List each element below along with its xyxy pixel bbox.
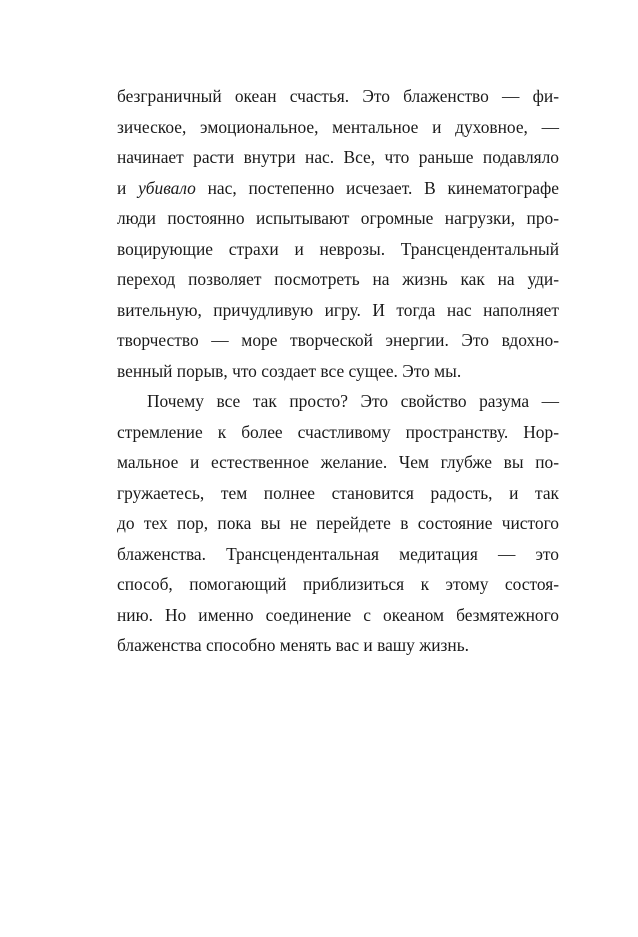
text-line — [117, 264, 559, 295]
paragraph — [117, 81, 559, 386]
italic-text: убивало — [138, 177, 196, 198]
text-line — [117, 234, 559, 265]
paragraph — [117, 386, 559, 661]
text-line — [117, 539, 559, 570]
text-segment: вительную, причудливую игру. И тогда нас наполняет — [117, 299, 559, 320]
text-segment: начинает расти внутри нас. Все, что раньше подавляло — [117, 147, 559, 167]
text-line — [117, 295, 559, 326]
text-line — [117, 386, 559, 417]
text-line — [117, 112, 559, 143]
text-segment: безграничный океан счастья. Это блаженство — фи- — [117, 86, 559, 106]
text-line — [117, 630, 559, 661]
text-segment: венный порыв, что создает все сущее. Это мы. — [117, 360, 462, 381]
body-text — [117, 81, 559, 661]
text-segment: мальное и естественное желание. Чем глубже вы по- — [117, 452, 559, 472]
text-segment: блаженства. Трансцендентальная медитация — это — [117, 543, 559, 564]
text-segment: Почему все так просто? Это свойство разума — — [147, 391, 559, 411]
text-line — [117, 417, 559, 448]
text-segment: и — [117, 177, 139, 198]
text-segment: стремление к более счастливому пространству. Нор- — [117, 421, 559, 442]
text-line — [117, 356, 559, 387]
text-segment: переход позволяет посмотреть на жизнь как на уди- — [117, 269, 559, 289]
text-line — [117, 325, 559, 356]
text-segment: нас, постепенно исчезает. В кинематографе — [195, 177, 560, 198]
text-segment: гружаетесь, тем полнее становится радость, и так — [117, 482, 559, 503]
text-segment: люди постоянно испытывают огромные нагрузки, про- — [117, 208, 559, 228]
text-segment: блаженства способно менять вас и вашу жизнь. — [117, 635, 469, 655]
text-line — [117, 203, 559, 234]
text-line — [117, 569, 559, 600]
text-segment: способ, помогающий приблизиться к этому состоя- — [117, 574, 559, 594]
text-line — [117, 478, 559, 509]
text-segment: воцирующие страхи и неврозы. Трансцендентальный — [117, 238, 559, 259]
text-segment: до тех пор, пока вы не перейдете в состояние чистого — [117, 513, 559, 533]
text-line — [117, 142, 559, 173]
text-segment: зическое, эмоциональное, ментальное и духовное, — — [117, 116, 559, 137]
text-segment: творчество — море творческой энергии. Это вдохно- — [117, 330, 559, 350]
text-line — [117, 508, 559, 539]
text-segment: нию. Но именно соединение с океаном безмятежного — [117, 604, 559, 625]
text-line — [117, 173, 559, 204]
text-line — [117, 447, 559, 478]
text-line — [117, 600, 559, 631]
text-line — [117, 81, 559, 112]
